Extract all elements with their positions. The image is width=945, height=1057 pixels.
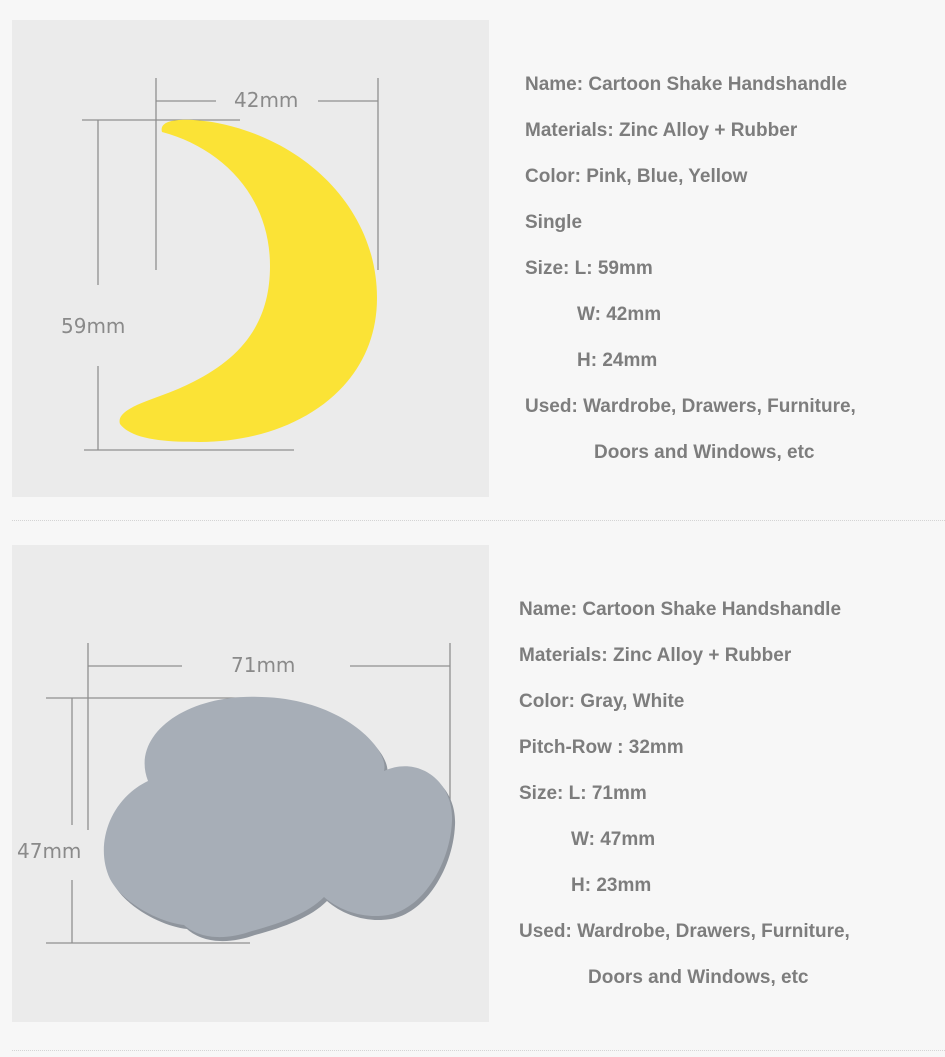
cloud-handle-shape bbox=[104, 697, 452, 937]
cloud-width-label: 71mm bbox=[231, 653, 296, 677]
spec-name: Name: Cartoon Shake Handshandle bbox=[519, 599, 842, 620]
spec-used: Used: Wardrobe, Drawers, Furniture, bbox=[519, 921, 850, 942]
moon-product-image bbox=[12, 20, 489, 497]
moon-width-label: 42mm bbox=[234, 88, 299, 112]
spec-size-width: W: 42mm bbox=[577, 304, 662, 325]
spec-used: Used: Wardrobe, Drawers, Furniture, bbox=[525, 396, 856, 417]
spec-name: Name: Cartoon Shake Handshandle bbox=[525, 74, 848, 95]
cloud-product-image bbox=[12, 545, 489, 1022]
spec-size-width: W: 47mm bbox=[571, 829, 656, 850]
spec-size-height: H: 23mm bbox=[571, 875, 652, 896]
cloud-height-label: 47mm bbox=[17, 839, 82, 863]
spec-color: Color: Gray, White bbox=[519, 691, 685, 712]
spec-pitch-row: Pitch-Row : 32mm bbox=[519, 737, 684, 758]
spec-size-length: Size: L: 71mm bbox=[519, 783, 647, 804]
moon-height-label: 59mm bbox=[61, 314, 126, 338]
spec-used-continued: Doors and Windows, etc bbox=[588, 967, 809, 988]
spec-materials: Materials: Zinc Alloy + Rubber bbox=[525, 120, 798, 141]
spec-size-height: H: 24mm bbox=[577, 350, 658, 371]
cloud-dimension-drawing bbox=[12, 545, 489, 1022]
spec-single: Single bbox=[525, 212, 583, 233]
spec-size-length: Size: L: 59mm bbox=[525, 258, 653, 279]
spec-materials: Materials: Zinc Alloy + Rubber bbox=[519, 645, 792, 666]
moon-handle-shape bbox=[120, 120, 377, 442]
spec-color: Color: Pink, Blue, Yellow bbox=[525, 166, 748, 187]
spec-used-continued: Doors and Windows, etc bbox=[594, 442, 815, 463]
section-divider bbox=[12, 520, 945, 521]
section-divider bbox=[12, 1050, 945, 1051]
